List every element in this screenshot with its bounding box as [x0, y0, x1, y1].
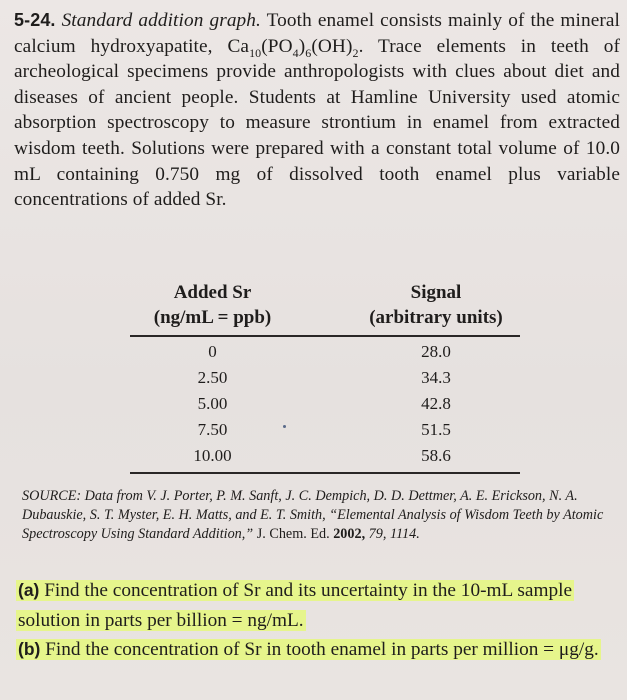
- ink-speck: [283, 425, 286, 428]
- source-authors: Data from V. J. Porter, P. M. Sanft, J. C. Dempich, D. D. Dettmer, A. E. Erickson, N. A. Dubauskie, S. T. Myster, E. H. Matts, and E. T. Smith, “Elemental Analysis of Wisdom Teeth by Atomic Spectroscopy Using Standard Addition,”: [22, 488, 604, 542]
- cell-signal: 58.6: [421, 446, 451, 465]
- question-a-label: (a): [18, 580, 40, 600]
- table-bottom-rule: [130, 472, 520, 474]
- table-row: [130, 339, 520, 365]
- cell-signal: 34.3: [421, 368, 451, 387]
- problem-title: Standard addition graph.: [61, 10, 261, 31]
- cell-added-sr: 7.50: [197, 420, 228, 439]
- cell-signal: 51.5: [421, 420, 451, 439]
- data-table: [130, 280, 520, 465]
- question-a-text: Find the concentration of Sr and its uncertainty in the 10-mL sample solution in parts per billion = ng/mL.: [18, 580, 572, 631]
- question-a-highlight: [16, 580, 574, 631]
- formula-subscript-2: 4: [292, 45, 299, 60]
- table-row: [130, 365, 520, 391]
- col-header-added-sr-line2: (ng/mL = ppb): [153, 307, 272, 328]
- problem-statement: [14, 8, 620, 213]
- col-header-added-sr-line1: Added Sr: [173, 282, 252, 303]
- col-header-signal: [352, 280, 520, 330]
- table-top-rule: [130, 335, 520, 337]
- source-citation: [22, 487, 616, 544]
- cell-added-sr: 2.50: [197, 368, 228, 387]
- problem-text-end: . Trace elements in teeth of archeological specimens provide anthropologists with clues about diet and diseases of ancient people. Students at Hamline University used atomic absorption spectroscopy to measure strontium in enamel from extracted wisdom teeth. Solutions were prepared with a constant total volume of 10.0 mL containing 0.750 mg of dissolved tooth enamel plus variable concentrations of added Sr.: [14, 35, 620, 211]
- cell-added-sr: 5.00: [197, 394, 228, 413]
- table-body: [130, 339, 520, 469]
- formula-part-2: ): [298, 35, 306, 57]
- question-b-text: Find the concentration of Sr in tooth enamel in parts per million = μg/g.: [40, 639, 599, 660]
- table-header: [130, 280, 520, 332]
- question-b-label: (b): [18, 639, 41, 659]
- source-volume-pages: 79, 1114.: [365, 526, 420, 542]
- formula-part-1: (PO: [261, 35, 293, 57]
- question-a: [16, 576, 622, 635]
- formula-subscript-4: 2: [352, 45, 359, 60]
- source-journal: J. Chem. Ed.: [256, 526, 330, 542]
- problem-number: 5-24.: [14, 10, 56, 30]
- formula-subscript-3: 6: [305, 45, 312, 60]
- col-header-added-sr: [130, 280, 295, 330]
- source-label: SOURCE:: [22, 488, 82, 504]
- source-year: 2002,: [329, 526, 366, 542]
- question-b: [16, 635, 622, 665]
- cell-signal: 42.8: [421, 394, 451, 413]
- questions: [16, 576, 622, 665]
- table-row: [130, 443, 520, 469]
- cell-added-sr: 10.00: [193, 446, 232, 465]
- formula-subscript-1: 10: [249, 45, 262, 60]
- cell-added-sr: 0: [208, 342, 217, 361]
- table-row: [130, 391, 520, 417]
- problem-text-start: Tooth enamel consists mainly of the mineral calcium hydroxyapatite, Ca: [14, 10, 620, 57]
- formula-part-3: (OH): [311, 35, 353, 57]
- table-row: [130, 417, 520, 443]
- cell-signal: 28.0: [421, 342, 451, 361]
- col-header-signal-line1: Signal: [410, 282, 462, 303]
- question-b-highlight: [16, 639, 601, 660]
- col-header-signal-line2: (arbitrary units): [369, 307, 503, 328]
